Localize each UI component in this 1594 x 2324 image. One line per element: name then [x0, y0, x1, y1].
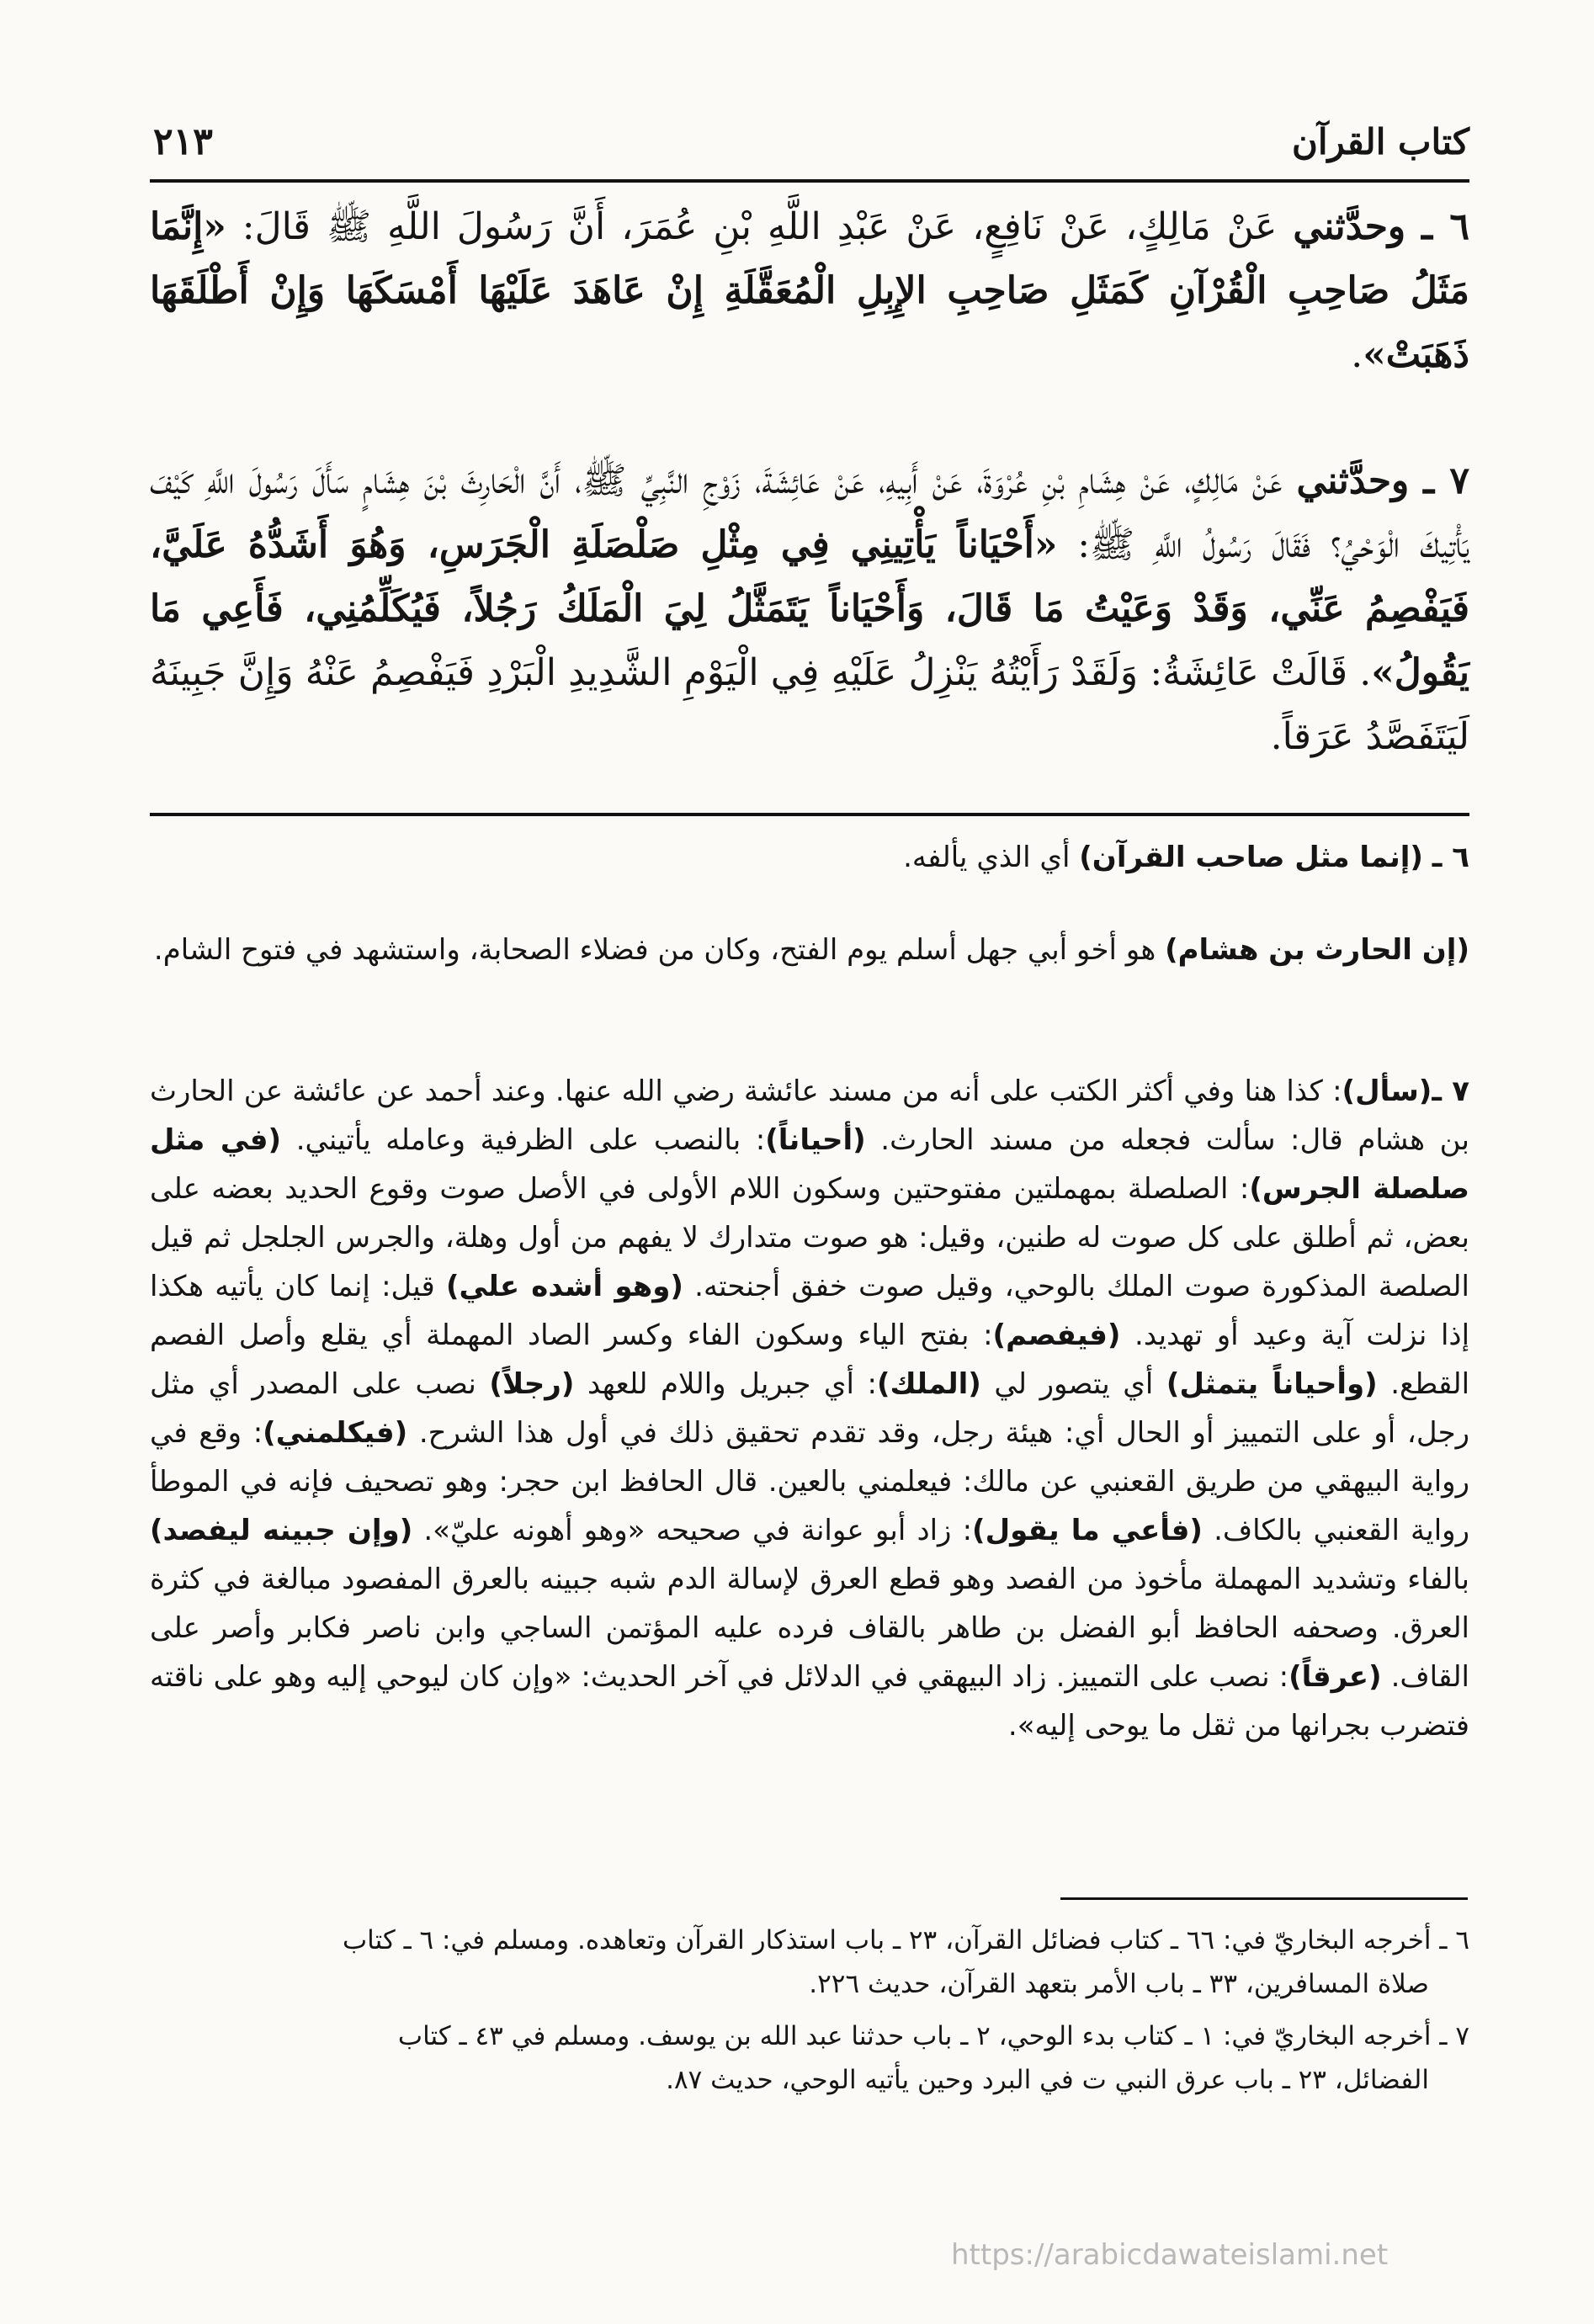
commentary-number: ٧ ـ — [1432, 1074, 1469, 1108]
hadith-7 — [150, 449, 1469, 769]
commentary-key: (في مثل صلصلة الجرس) — [150, 1123, 1469, 1206]
hadith-matn: «إِنَّمَا مَثَلُ صَاحِبِ الْقُرْآنِ كَمَثَلِ صَاحِبِ الإِبِلِ الْمُعَقَّلَةِ إِنْ عَاهَدَ عَلَيْهَا أَمْسَكَهَا وَإِنْ أَطْلَقَهَا ذَهَبَتْ» — [150, 205, 1469, 376]
commentary-key: (فيفصم) — [992, 1319, 1121, 1352]
commentary-text: : بفتح الياء وسكون الفاء وكسر الصاد المهملة أي يقلع وأصل الفصم القطع. — [150, 1319, 1470, 1401]
hadith-isnad: عَنْ مَالِكٍ، عَنْ هِشَامِ بْنِ عُرْوَةَ، عَنْ أَبِيهِ، عَنْ عَائِشَةَ، زَوْجِ النَّبِيِّ ﷺ، أَنَّ الْحَارِثَ بْنَ هِشَامٍ سَأَلَ رَسُولَ اللَّهِ كَيْفَ يَأْتِيكَ الْوَحْيُ؟ فَقَالَ رَسُولُ اللَّهِ ﷺ: — [150, 459, 1469, 566]
commentary-text: : زاد أبو عوانة في صحيحه «وهو أهونه عليّ». — [423, 1514, 973, 1547]
commentary-key: (وإن جبينه ليفصد) — [150, 1514, 413, 1547]
commentary-number: ٦ ـ — [1432, 841, 1469, 874]
footnote-line: ٧ ـ أخرجه البخاريّ في: ١ ـ كتاب بدء الوحي، ٢ ـ باب حدثنا عبد الله بن يوسف. ومسلم في ٤٣ ـ كتاب — [397, 2021, 1469, 2051]
footnote-rule — [1060, 1897, 1468, 1900]
commentary-text: : كذا هنا وفي أكثر الكتب على أنه من مسند عائشة رضي الله عنها. وعند أحمد عن عائشة عن الحارث بن هشام قال: سألت فجعله من مسند الحارث. — [150, 1074, 1469, 1157]
hadith-lead: وحدَّثني — [1296, 459, 1410, 502]
commentary-text: : وقع في رواية البيهقي من طريق القعنبي عن مالك: فيعلمني بالعين. قال الحافظ ابن حجر: وهو تصحيف فإنه في الموطأ رواية القعنبي بالكاف. — [150, 1416, 1470, 1547]
commentary-text: نصب على المصدر أي مثل رجل، أو على التمييز أو الحال أي: هيئة رجل، وقد تقدم تحقيق ذلك في أول هذا الشرح. — [150, 1367, 1470, 1450]
footnote-6 — [150, 1918, 1469, 2006]
footnotes — [150, 1918, 1469, 2110]
book-title: كتاب القرآن — [1291, 120, 1469, 162]
footnote-7 — [150, 2014, 1469, 2102]
commentary-key: (فيكلمني) — [263, 1416, 408, 1450]
hadith-matn: «أَحْيَاناً يَأْتِينِي فِي مِثْلِ صَلْصَلَةِ الْجَرَسِ، وَهُوَ أَشَدُّهُ عَلَيَّ، فَيَفْصِمُ عَنِّي، وَقَدْ وَعَيْتُ مَا قَالَ، وَأَحْيَاناً يَتَمَثَّلُ لِيَ الْمَلَكُ رَجُلاً، فَيُكَلِّمُنِي، فَأَعِي مَا يَقُولُ» — [150, 523, 1469, 694]
text-commentary-rule — [150, 813, 1469, 816]
hadith-end: . — [1351, 333, 1363, 376]
commentary-7 — [150, 1067, 1469, 1750]
commentary-key: (إن الحارث بن هشام) — [1165, 933, 1469, 967]
commentary-key: (الملك) — [876, 1367, 981, 1401]
page-number: ٢١٣ — [153, 119, 213, 163]
hadith-lead: وحدَّثني — [1293, 205, 1406, 248]
commentary-text: بالفاء وتشديد المهملة مأخوذ من الفصد وهو قطع العرق لإسالة الدم شبه جبينه بالعرق المفصود مبالغة في كثرة العرق. وصحفه الحافظ أبو الفضل بن طاهر بالقاف فرده عليه المؤتمن الساجي وابن ناصر فكابر وأصر على القاف. — [150, 1563, 1469, 1694]
commentary-6 — [150, 833, 1469, 882]
commentary-key: (عرقاً) — [1288, 1660, 1382, 1694]
commentary-key: (أحياناً) — [765, 1123, 866, 1157]
commentary-text: : بالنصب على الظرفية وعامله يأتيني. — [295, 1123, 766, 1157]
footnote-line: الفضائل، ٢٣ ـ باب عرق النبي ت في البرد وحين يأتيه الوحي، حديث ٨٧. — [666, 2065, 1429, 2095]
hadith-number: ٧ ـ — [1423, 459, 1469, 502]
header-rule — [150, 179, 1469, 183]
commentary-key: (إنما مثل صاحب القرآن) — [1079, 841, 1423, 874]
hadith-isnad: عَنْ مَالِكٍ، عَنْ نَافِعٍ، عَنْ عَبْدِ اللَّهِ بْنِ عُمَرَ، أَنَّ رَسُولَ اللَّهِ ﷺ قَالَ: — [242, 205, 1278, 248]
commentary-text: قيل: إنما كان يأتيه هكذا إذا نزلت آية وعيد أو تهديد. — [150, 1270, 1470, 1352]
commentary-key: (رجلاً) — [489, 1367, 575, 1401]
hadith-tail: . قَالَتْ عَائِشَةُ: وَلَقَدْ رَأَيْتُهُ يَنْزِلُ عَلَيْهِ فِي الْيَوْمِ الشَّدِيدِ الْبَرْدِ فَيَفْصِمُ عَنْهُ وَإِنَّ جَبِينَهُ لَيَتَفَصَّدُ عَرَقاً. — [150, 651, 1469, 758]
watermark-url: https://arabicdawateislami.net — [951, 2238, 1389, 2272]
commentary-key: (وهو أشده علي) — [446, 1270, 683, 1303]
commentary-key: (فأعي ما يقول) — [972, 1514, 1203, 1547]
footnote-line: ٦ ـ أخرجه البخاريّ في: ٦٦ ـ كتاب فضائل القرآن، ٢٣ ـ باب استذكار القرآن وتعاهده. ومسلم في: ٦ ـ كتاب — [342, 1925, 1469, 1955]
commentary-text: هو أخو أبي جهل أسلم يوم الفتح، وكان من فضلاء الصحابة، واستشهد في فتوح الشام. — [153, 933, 1156, 967]
page-header — [153, 108, 1469, 175]
commentary-text: أي الذي يألفه. — [903, 841, 1071, 874]
commentary-key: (وأحياناً يتمثل) — [1166, 1367, 1378, 1401]
commentary-text: أي يتصور لي — [994, 1367, 1154, 1401]
commentary-key: (سأل) — [1342, 1074, 1432, 1108]
hadith-number: ٦ ـ — [1421, 205, 1469, 248]
commentary-6b — [150, 926, 1469, 974]
commentary-text: : نصب على التمييز. زاد البيهقي في الدلائل في آخر الحديث: «وإن كان ليوحي إليه وهو على ناقته فتضرب بجرانها من ثقل ما يوحى إليه». — [150, 1660, 1469, 1743]
commentary-text: : أي جبريل واللام للعهد — [587, 1367, 877, 1401]
commentary-text: : الصلصلة بمهملتين مفتوحتين وسكون اللام الأولى في الأصل صوت وقوع الحديد بعضه على بعض، ثم أطلق على كل صوت له طنين، وقيل: هو صوت متدارك لا يفهم من أول وهلة، والجرس الجلجل ثم قيل الصلصة المذكورة صوت الملك بالوحي، وقيل صوت خفق أجنحته. — [150, 1172, 1469, 1303]
hadith-6 — [150, 195, 1469, 387]
footnote-line: صلاة المسافرين، ٣٣ ـ باب الأمر بتعهد القرآن، حديث ٢٢٦. — [809, 1969, 1429, 1999]
